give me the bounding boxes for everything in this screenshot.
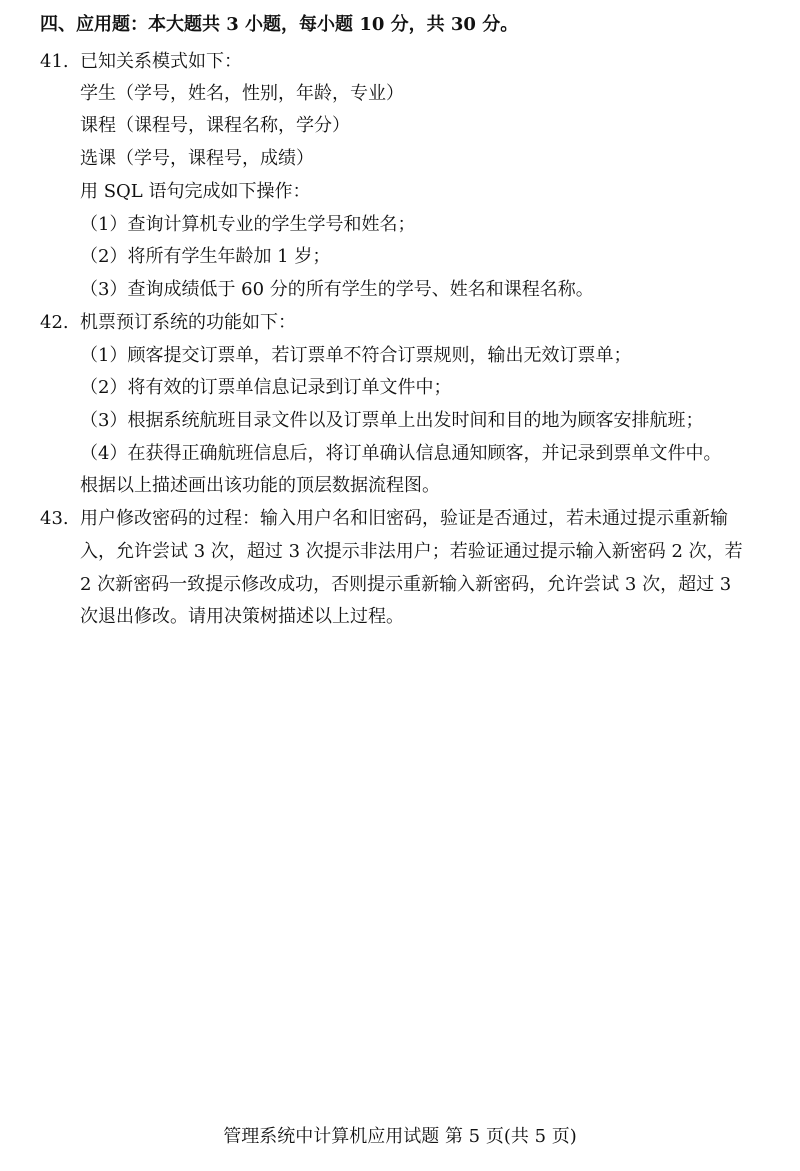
q42-item-3: （3）根据系统航班目录文件以及订票单上出发时间和目的地为顾客安排航班；: [80, 410, 704, 431]
q42-item-4: （4）在获得正确航班信息后，将订单确认信息通知顾客，并记录到票单文件中。: [80, 443, 722, 464]
section-heading: 四、应用题：本大题共 3 小题，每小题 10 分，共 30 分。: [40, 14, 519, 35]
q42-item-1: （1）顾客提交订票单，若订票单不符合订票规则，输出无效订票单；: [80, 345, 632, 366]
q42-intro: 机票预订系统的功能如下：: [80, 312, 296, 333]
page-footer: 管理系统中计算机应用试题 第 5 页(共 5 页): [223, 1126, 577, 1147]
q41-number: 41.: [40, 51, 69, 72]
q43-number: 43.: [40, 508, 69, 529]
q42-item-2: （2）将有效的订票单信息记录到订单文件中；: [80, 377, 452, 398]
q43-line-3: 2 次新密码一致提示修改成功，否则提示重新输入新密码，允许尝试 3 次，超过 3: [80, 574, 732, 595]
q41-schema-enrollment: 选课（学号，课程号，成绩）: [80, 148, 314, 169]
q41-schema-student: 学生（学号，姓名，性别，年龄，专业）: [80, 83, 404, 104]
q41-intro: 已知关系模式如下：: [80, 51, 242, 72]
q43-line-4: 次退出修改。请用决策树描述以上过程。: [80, 606, 404, 627]
q41-schema-course: 课程（课程号，课程名称，学分）: [80, 115, 350, 136]
q43-line-1: 用户修改密码的过程：输入用户名和旧密码，验证是否通过，若未通过提示重新输: [80, 508, 728, 529]
q41-item-2: （2）将所有学生年龄加 1 岁；: [80, 246, 331, 267]
q41-item-1: （1）查询计算机专业的学生学号和姓名；: [80, 214, 416, 235]
q41-instruction: 用 SQL 语句完成如下操作：: [80, 181, 311, 202]
q42-number: 42.: [40, 312, 69, 333]
q41-item-3: （3）查询成绩低于 60 分的所有学生的学号、姓名和课程名称。: [80, 279, 594, 300]
q42-task: 根据以上描述画出该功能的顶层数据流程图。: [80, 475, 440, 496]
q43-line-2: 入，允许尝试 3 次，超过 3 次提示非法用户；若验证通过提示输入新密码 2 次，若: [80, 541, 743, 562]
